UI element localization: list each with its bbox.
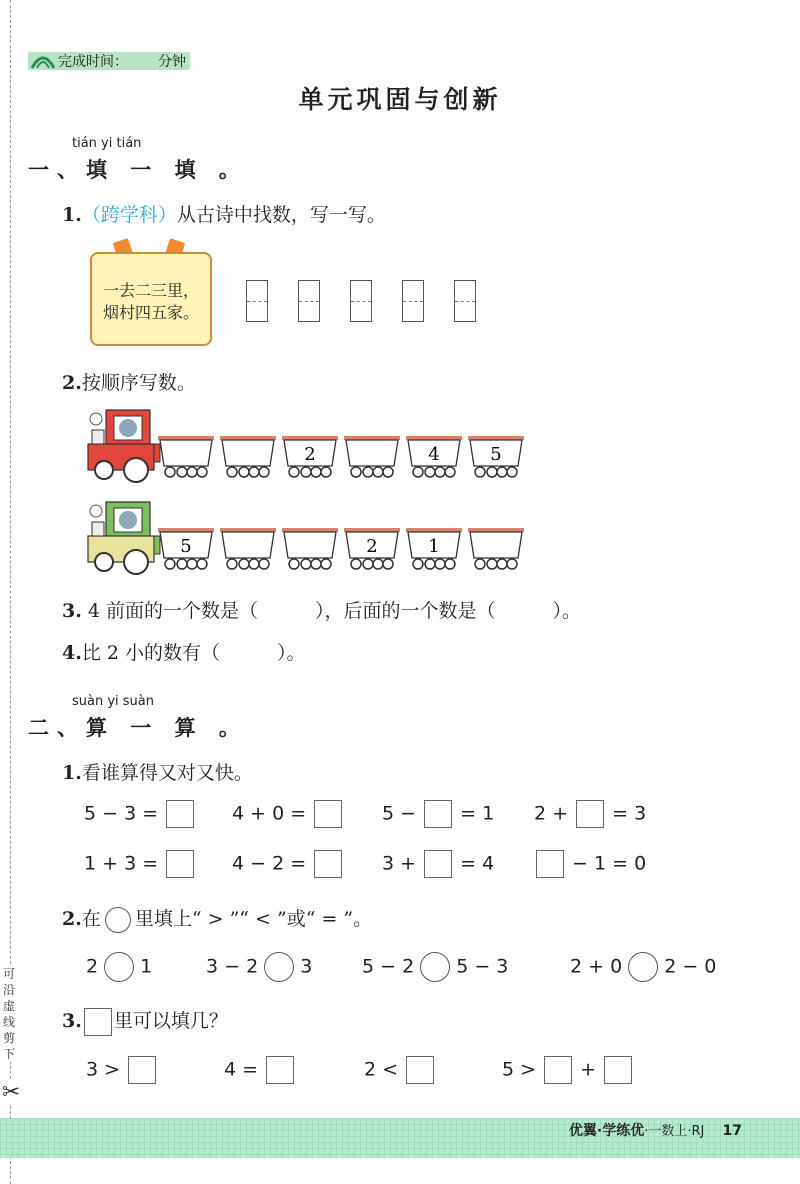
train1-cars xyxy=(158,436,524,477)
train-2 xyxy=(84,496,534,578)
answer-box[interactable] xyxy=(314,800,342,828)
train-car[interactable] xyxy=(158,436,214,477)
wheel xyxy=(321,467,331,477)
wheel xyxy=(351,559,361,569)
wheel xyxy=(445,467,455,477)
eq-left: 3 + xyxy=(382,852,423,875)
clock-arch-icon xyxy=(30,50,56,70)
compare-right: 5 − 3 xyxy=(456,955,509,978)
wheel xyxy=(197,559,207,569)
answer-box[interactable] xyxy=(266,1056,294,1084)
answer-box[interactable] xyxy=(166,800,194,828)
compare-circle[interactable] xyxy=(628,952,658,982)
q2-2 xyxy=(62,904,372,933)
train-car[interactable] xyxy=(344,528,400,569)
answer-box[interactable] xyxy=(604,1056,632,1084)
answer-box-5[interactable] xyxy=(454,280,476,322)
wheel xyxy=(435,559,445,569)
q-text: 4 前面的一个数是（ ），后面的一个数是（ ）。 xyxy=(87,600,582,622)
wheel xyxy=(507,467,517,477)
wheel xyxy=(445,559,455,569)
compare-left: 3 − 2 xyxy=(206,955,259,978)
wheel xyxy=(487,467,497,477)
eq-left: 4 + 0 = xyxy=(232,802,313,825)
answer-box[interactable] xyxy=(536,850,564,878)
eq-left: 5 − 3 = xyxy=(84,802,165,825)
q1-4 xyxy=(62,638,306,665)
ineq-left: 4 = xyxy=(224,1058,265,1081)
q-number: 2. xyxy=(62,372,82,394)
comparison xyxy=(570,952,716,982)
train-car[interactable] xyxy=(406,436,462,477)
ineq-left: 2 < xyxy=(364,1058,405,1081)
answer-box[interactable] xyxy=(128,1056,156,1084)
ineq-left: 5 > xyxy=(502,1058,543,1081)
wheel xyxy=(363,467,373,477)
equation xyxy=(382,850,494,878)
wheel xyxy=(227,559,237,569)
q-number: 3. xyxy=(62,600,82,622)
train2-cars xyxy=(158,528,524,569)
ineq-left: 3 > xyxy=(86,1058,127,1081)
q-number: 3. xyxy=(62,1010,82,1032)
train-car[interactable] xyxy=(468,436,524,477)
wheel xyxy=(383,467,393,477)
grade: ·一数上·RJ xyxy=(644,1124,705,1139)
compare-right: 3 xyxy=(300,955,313,978)
compare-circle[interactable] xyxy=(420,952,450,982)
car-number: 5 xyxy=(180,536,192,557)
answer-box[interactable] xyxy=(406,1056,434,1084)
car-number: 1 xyxy=(428,536,440,557)
page-title: 单元巩固与创新 xyxy=(298,85,502,114)
wheel xyxy=(475,559,485,569)
wheel xyxy=(363,559,373,569)
wheel xyxy=(289,559,299,569)
answer-box-3[interactable] xyxy=(350,280,372,322)
wheel xyxy=(383,559,393,569)
wheel xyxy=(187,559,197,569)
wheel xyxy=(239,467,249,477)
train-car[interactable] xyxy=(220,528,276,569)
wheel xyxy=(311,467,321,477)
interdisciplinary-tag: （跨学科） xyxy=(81,204,177,226)
wheel xyxy=(373,559,383,569)
wheel xyxy=(475,467,485,477)
train-car[interactable] xyxy=(158,528,214,569)
answer-box[interactable] xyxy=(576,800,604,828)
wheel xyxy=(249,559,259,569)
q-text: 按顺序写数。 xyxy=(81,372,196,394)
wheel xyxy=(497,559,507,569)
wheel xyxy=(239,559,249,569)
inequality xyxy=(502,1056,634,1084)
compare-left: 2 xyxy=(86,955,99,978)
answer-box[interactable] xyxy=(314,850,342,878)
wheel xyxy=(301,467,311,477)
eq-left: 5 − xyxy=(382,802,423,825)
section2-pinyin: suàn yi suàn xyxy=(72,694,155,709)
wheel xyxy=(289,467,299,477)
q2-1 xyxy=(62,758,253,785)
q-text: 从古诗中找数，写一写。 xyxy=(176,204,386,226)
answer-box[interactable] xyxy=(166,850,194,878)
q1-1 xyxy=(62,200,386,227)
poem-line-1: 一去二三里， xyxy=(102,281,199,300)
eq-right: = 3 xyxy=(606,802,647,825)
locomotive-green xyxy=(88,502,160,574)
cut-instruction: 可沿虚线剪下 xyxy=(2,967,15,1061)
train-car[interactable] xyxy=(282,436,338,477)
wheel xyxy=(413,559,423,569)
wheel xyxy=(321,559,331,569)
train-1 xyxy=(84,404,534,486)
train-car[interactable] xyxy=(220,436,276,477)
wheel xyxy=(507,559,517,569)
wheel xyxy=(187,467,197,477)
poem-text xyxy=(98,280,204,324)
q2-3 xyxy=(62,1006,228,1036)
comparison xyxy=(86,952,152,982)
equation xyxy=(382,800,494,828)
q-text-b: 里填上“ > ”“ < ”或“ = ”。 xyxy=(134,908,373,930)
car-number: 2 xyxy=(304,444,316,465)
compare-left: 5 − 2 xyxy=(362,955,415,978)
answer-box-1[interactable] xyxy=(246,280,268,322)
answer-box-4[interactable] xyxy=(402,280,424,322)
train-car[interactable] xyxy=(344,436,400,477)
car-number: 4 xyxy=(428,444,440,465)
section1-pinyin: tián yi tián xyxy=(72,136,142,151)
wheel xyxy=(197,467,207,477)
section1-title: 一、填 一 填 。 xyxy=(28,157,248,182)
q-number: 1. xyxy=(62,762,82,784)
eq-right: = 4 xyxy=(454,852,495,875)
wheel xyxy=(351,467,361,477)
train-car[interactable] xyxy=(468,528,524,569)
plus-sign: + xyxy=(574,1058,603,1081)
car-number: 2 xyxy=(366,536,378,557)
train-car[interactable] xyxy=(406,528,462,569)
timer-label: 完成时间： xyxy=(58,54,128,70)
comparison xyxy=(362,952,508,982)
equation xyxy=(534,850,646,878)
eq-right: = 1 xyxy=(454,802,495,825)
q-text: 里可以填几？ xyxy=(113,1010,228,1032)
wheel xyxy=(435,467,445,477)
box-symbol xyxy=(84,1008,112,1036)
wheel xyxy=(259,467,269,477)
inequality xyxy=(86,1056,158,1084)
brand: 优翼·学练优 xyxy=(568,1123,645,1139)
compare-right: 1 xyxy=(140,955,153,978)
train-car[interactable] xyxy=(282,528,338,569)
inequality xyxy=(224,1056,296,1084)
wheel xyxy=(227,467,237,477)
wheel xyxy=(165,467,175,477)
eq-left: 1 + 3 = xyxy=(84,852,165,875)
circle-symbol xyxy=(105,907,131,933)
q-number: 1. xyxy=(62,204,82,226)
wheel xyxy=(497,467,507,477)
inequality xyxy=(364,1056,436,1084)
wheel xyxy=(373,467,383,477)
compare-circle[interactable] xyxy=(264,952,294,982)
poem-line-2: 烟村四五家。 xyxy=(102,303,199,322)
wheel xyxy=(249,467,259,477)
footer-label xyxy=(569,1120,742,1140)
wheel xyxy=(311,559,321,569)
equation xyxy=(232,800,344,828)
eq-left: 4 − 2 = xyxy=(232,852,313,875)
wheel xyxy=(487,559,497,569)
wheel xyxy=(413,467,423,477)
wheel xyxy=(301,559,311,569)
q-text: 看谁算得又对又快。 xyxy=(81,762,253,784)
timer-unit: 分钟 xyxy=(158,54,186,70)
answer-box[interactable] xyxy=(424,850,452,878)
section2-title: 二、算 一 算 。 xyxy=(28,715,248,740)
equation xyxy=(84,850,196,878)
q1-3 xyxy=(62,596,581,623)
equation xyxy=(232,850,344,878)
wheel xyxy=(177,559,187,569)
eq-left: 2 + xyxy=(534,802,575,825)
comparison xyxy=(206,952,312,982)
eq-right: − 1 = 0 xyxy=(566,852,647,875)
q1-2 xyxy=(62,368,196,395)
equation xyxy=(84,800,196,828)
wheel xyxy=(165,559,175,569)
compare-left: 2 + 0 xyxy=(570,955,623,978)
locomotive-red xyxy=(88,410,160,482)
equation xyxy=(534,800,646,828)
q-number: 2. xyxy=(62,908,82,930)
car-number: 5 xyxy=(490,444,502,465)
wheel xyxy=(177,467,187,477)
compare-right: 2 − 0 xyxy=(664,955,717,978)
wheel xyxy=(259,559,269,569)
scissors-icon: ✂ xyxy=(2,1080,21,1105)
compare-circle[interactable] xyxy=(104,952,134,982)
answer-box-2[interactable] xyxy=(298,280,320,322)
q-text: 比 2 小的数有（ ）。 xyxy=(81,642,306,664)
answer-box[interactable] xyxy=(424,800,452,828)
page-number: 17 xyxy=(722,1123,742,1139)
wheel xyxy=(425,559,435,569)
q-number: 4. xyxy=(62,642,82,664)
wheel xyxy=(425,467,435,477)
answer-box[interactable] xyxy=(544,1056,572,1084)
q-text-a: 在 xyxy=(81,908,101,930)
